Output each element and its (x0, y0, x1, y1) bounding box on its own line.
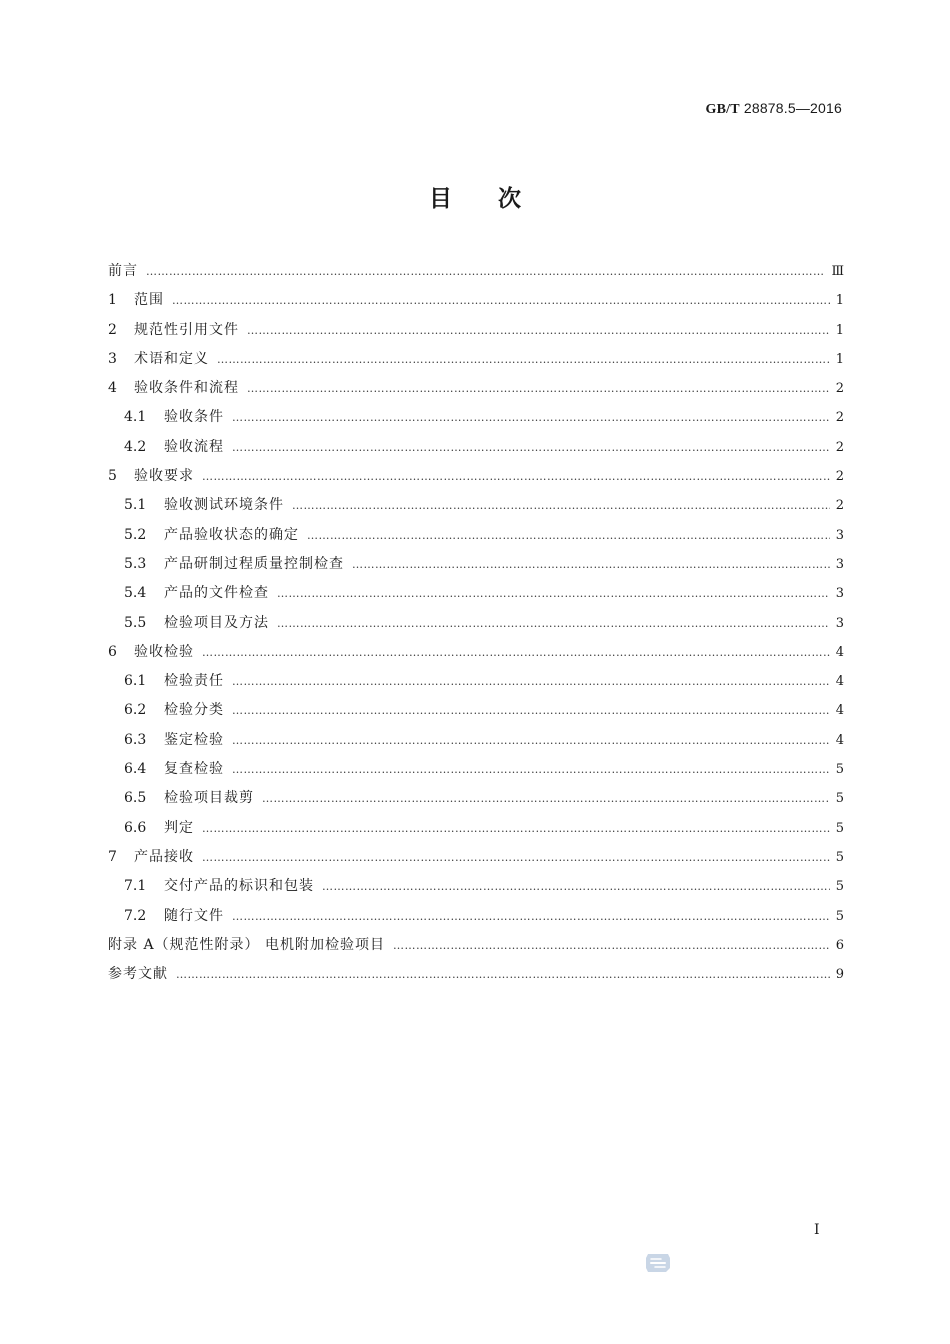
toc-dot-leader (247, 316, 830, 345)
toc-dot-leader (202, 814, 830, 843)
toc-entry-number: 6 (108, 643, 117, 660)
toc-entry-label: 规范性引用文件 (134, 321, 239, 338)
toc-entry-label: 产品接收 (134, 848, 194, 865)
toc-entry-page: 5 (835, 908, 844, 924)
toc-entry-number: 5.3 (124, 555, 147, 572)
toc-entry-label: 验收条件和流程 (134, 380, 239, 397)
toc-entry-label: 判定 (164, 819, 194, 836)
toc-entry[interactable] (108, 902, 844, 931)
toc-entry[interactable] (108, 667, 844, 696)
toc-entry[interactable] (108, 521, 844, 550)
toc-entry-number: 3 (108, 350, 117, 367)
toc-entry[interactable] (108, 462, 844, 491)
toc-dot-leader (292, 491, 830, 520)
toc-dot-leader (202, 462, 830, 491)
toc-dot-leader (352, 550, 830, 579)
toc-dot-leader (232, 755, 830, 784)
toc-entry[interactable] (108, 550, 844, 579)
page-number: Ⅰ (814, 1222, 820, 1238)
sac-logo-icon (644, 1252, 672, 1274)
toc-entry[interactable] (108, 374, 844, 403)
toc-entry-label: 鉴定检验 (164, 731, 224, 748)
toc-entry[interactable] (108, 345, 844, 374)
toc-entry-label: 产品验收状态的确定 (164, 526, 299, 543)
toc-dot-leader (232, 667, 830, 696)
toc-entry-page: 3 (835, 586, 844, 602)
toc-entry-page: 5 (835, 762, 844, 778)
toc-entry-number: 5.2 (124, 526, 147, 543)
toc-entry-number: 5.1 (124, 497, 147, 514)
toc-entry-page: 3 (835, 615, 844, 631)
toc-entry-page: 5 (835, 879, 844, 895)
toc-entry[interactable] (108, 814, 844, 843)
toc-entry-label: 验收检验 (134, 643, 194, 660)
toc-dot-leader (307, 521, 830, 550)
table-of-contents (108, 257, 844, 989)
toc-entry[interactable] (108, 403, 844, 432)
toc-entry[interactable] (108, 931, 844, 960)
toc-entry-label: 产品研制过程质量控制检查 (164, 555, 344, 572)
toc-entry-page: 3 (835, 556, 844, 572)
toc-dot-leader (393, 931, 830, 960)
toc-entry-page: 4 (835, 703, 844, 719)
toc-entry[interactable] (108, 843, 844, 872)
toc-entry-number: 6.6 (124, 819, 147, 836)
toc-entry-number: 1 (108, 292, 117, 309)
toc-entry-page: 3 (835, 527, 844, 543)
standard-code (705, 100, 842, 118)
toc-entry[interactable] (108, 609, 844, 638)
page-title: 目次 (429, 186, 567, 212)
toc-entry-page: 5 (835, 791, 844, 807)
toc-entry-label: 验收测试环境条件 (164, 497, 284, 514)
toc-dot-leader (232, 696, 830, 725)
toc-dot-leader (277, 609, 830, 638)
toc-dot-leader (176, 960, 830, 989)
toc-entry[interactable] (108, 696, 844, 725)
toc-entry-number: 6.1 (124, 673, 147, 690)
toc-entry-number: 5.4 (124, 585, 147, 602)
toc-entry-number: 4.2 (124, 438, 147, 455)
toc-dot-leader (232, 902, 830, 931)
toc-entry[interactable] (108, 755, 844, 784)
toc-entry-label: 验收条件 (164, 409, 224, 426)
toc-entry-number: 7.1 (124, 878, 147, 895)
toc-dot-leader (232, 403, 830, 432)
toc-entry[interactable] (108, 960, 844, 989)
toc-entry-page: 2 (835, 439, 844, 455)
toc-entry-page: 4 (835, 732, 844, 748)
toc-entry-label: 参考文献 (108, 966, 168, 983)
toc-entry-label: 验收流程 (164, 438, 224, 455)
toc-entry-label: 检验项目裁剪 (164, 790, 254, 807)
toc-entry-number: 5 (108, 468, 117, 485)
toc-entry-label: 术语和定义 (134, 350, 209, 367)
toc-dot-leader (277, 579, 830, 608)
standard-number: 28878.5—2016 (743, 100, 842, 116)
toc-entry-page: 4 (835, 674, 844, 690)
toc-entry[interactable] (108, 316, 844, 345)
toc-entry[interactable] (108, 872, 844, 901)
toc-dot-leader (172, 286, 830, 315)
toc-entry-number: 7.2 (124, 907, 147, 924)
toc-dot-leader (322, 872, 830, 901)
toc-dot-leader (262, 784, 830, 813)
toc-entry-page: 9 (835, 967, 844, 983)
toc-entry-page: 6 (835, 937, 844, 953)
toc-entry-number: 2 (108, 321, 117, 338)
toc-entry-number: 5.5 (124, 614, 147, 631)
toc-entry-page: 5 (835, 820, 844, 836)
toc-entry-label: 检验分类 (164, 702, 224, 719)
toc-entry-number: 7 (108, 848, 117, 865)
toc-dot-leader (232, 433, 830, 462)
toc-entry[interactable] (108, 726, 844, 755)
toc-dot-leader (232, 726, 830, 755)
toc-dot-leader (202, 638, 830, 667)
toc-entry[interactable] (108, 638, 844, 667)
toc-entry-label: 验收要求 (134, 468, 194, 485)
toc-entry-page: 5 (835, 849, 844, 865)
toc-entry-label: 产品的文件检查 (164, 585, 269, 602)
toc-entry[interactable] (108, 286, 844, 315)
standard-prefix: GB/T (705, 102, 740, 117)
toc-entry-label: 范围 (134, 292, 164, 309)
toc-entry[interactable] (108, 491, 844, 520)
toc-entry-label: 检验责任 (164, 673, 224, 690)
toc-entry[interactable] (108, 257, 844, 286)
toc-entry-label: 前言 (108, 263, 138, 279)
toc-dot-leader (247, 374, 830, 403)
toc-entry-page: 1 (835, 351, 844, 367)
toc-entry-page: 2 (835, 410, 844, 426)
toc-entry-label: 检验项目及方法 (164, 614, 269, 631)
toc-entry-label: 交付产品的标识和包装 (164, 878, 314, 895)
toc-entry-page: 2 (835, 498, 844, 514)
toc-entry-label: 随行文件 (164, 907, 224, 924)
toc-entry[interactable] (108, 784, 844, 813)
toc-entry-number: 6.5 (124, 790, 147, 807)
toc-entry[interactable] (108, 433, 844, 462)
toc-entry-number: 4 (108, 380, 117, 397)
toc-entry-number: 6.3 (124, 731, 147, 748)
toc-entry-page: 2 (835, 469, 844, 485)
toc-entry-page: 4 (835, 644, 844, 660)
toc-dot-leader (202, 843, 830, 872)
toc-entry-label: 复查检验 (164, 761, 224, 778)
toc-entry-page: 1 (835, 322, 844, 338)
toc-entry-page: Ⅲ (831, 264, 844, 279)
toc-entry-label: 附录 A（规范性附录） 电机附加检验项目 (108, 936, 386, 953)
toc-entry-page: 2 (835, 381, 844, 397)
toc-dot-leader (146, 257, 825, 286)
toc-entry[interactable] (108, 579, 844, 608)
toc-entry-page: 1 (835, 293, 844, 309)
toc-entry-number: 4.1 (124, 409, 147, 426)
toc-entry-number: 6.2 (124, 702, 147, 719)
toc-entry-number: 6.4 (124, 761, 147, 778)
toc-dot-leader (217, 345, 830, 374)
